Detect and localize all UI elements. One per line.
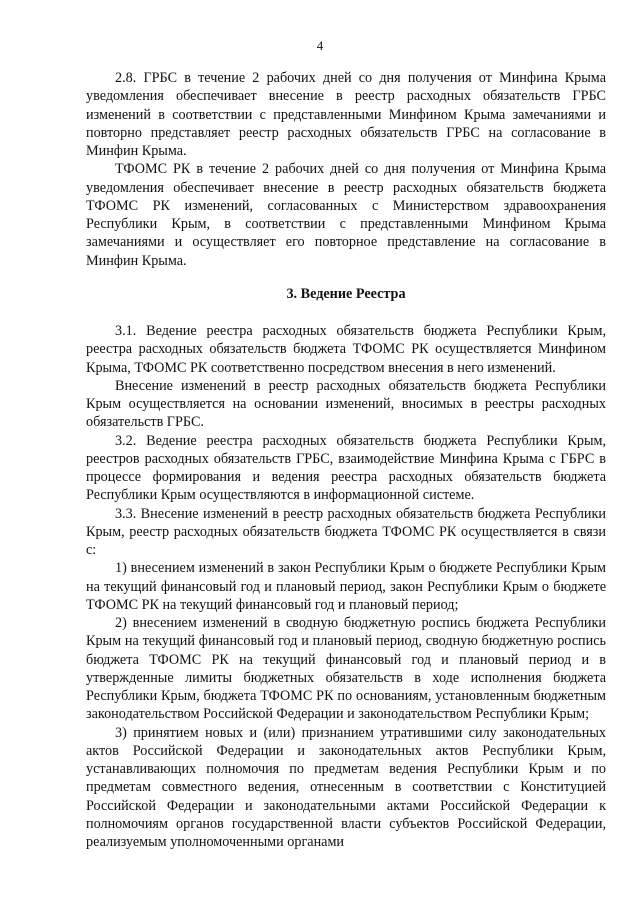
paragraph-changes-basis: Внесение изменений в реестр расходных обязательств бюджета Республики Крым осуществляется на основании изменений, вносимых в реестры расходных обязательств ГРБС. [86, 377, 606, 431]
paragraph-3-3: 3.3. Внесение изменений в реестр расходных обязательств бюджета Республики Крым, реестр расходных обязательств бюджета ТФОМС РК осуществляется в связи с: [86, 505, 606, 558]
paragraph-3-2: 3.2. Ведение реестра расходных обязательств бюджета Республики Крым, реестров расходных обязательств ГРБС, взаимодействие Минфина Крыма с ГБРС в процессе формирования и ведения реестра расходных обязательств бюджета Республики Крым осуществляются в информационной системе. [86, 432, 606, 504]
paragraph-2-8: 2.8. ГРБС в течение 2 рабочих дней со дня получения от Минфина Крыма уведомления обеспечивает внесение в реестр расходных обязательств ГРБС изменений в соответствии с представленными Минфином Крыма замечаниями и повторно представляет реестр расходных обязательств ГРБС на согласование в Минфин Крыма. [86, 70, 606, 159]
page-number: 4 [316, 38, 324, 53]
paragraph-tfoms-resubmission: ТФОМС РК в течение 2 рабочих дней со дня получения от Минфина Крыма уведомления обеспечивает внесение в реестр расходных обязательств бюджета ТФОМС РК изменений, согласованных с Министерством здравоохранения Республики Крым, в соответствии с представленными Минфином Крыма замечаниями и осуществляет его повторное представление на согласование в Минфин Крыма. [86, 161, 606, 269]
list-item-3: 3) принятием новых и (или) признанием утратившими силу законодательных актов Российской Федерации и законодательных актов Республики Крым, устанавливающих полномочия по предметам ведения Республики Крым и по предметам совместного ведения, отнесенным в соответствии с Конституцией Российской Федерации и законодательными актами Российской Федерации к полномочиям органов государственной власти субъектов Российской Федерации, реализуемым уполномоченными органами [86, 724, 606, 850]
section-heading: 3. Ведение Реестра [286, 285, 406, 302]
document-body [86, 69, 606, 851]
paragraph-3-1: 3.1. Ведение реестра расходных обязательств бюджета Республики Крым, реестра расходных обязательств бюджета ТФОМС РК осуществляется Минфином Крыма, ТФОМС РК соответственно посредством внесения в него изменений. [86, 323, 606, 376]
list-item-2: 2) внесением изменений в сводную бюджетную роспись бюджета Республики Крым на текущий финансовый год и плановый период, сводную бюджетную роспись бюджета ТФОМС РК на текущий финансовый год и плановый период и в утвержденные лимиты бюджетных обязательств в ходе исполнения бюджета Республики Крым, бюджета ТФОМС РК по основаниям, установленным бюджетным законодательством Российской Федерации и законодательством Республики Крым; [86, 615, 606, 723]
list-item-1: 1) внесением изменений в закон Республики Крым о бюджете Республики Крым на текущий финансовый год и плановый период, закон Республики Крым о бюджете ТФОМС РК на текущий финансовый год и плановый период; [86, 560, 606, 613]
